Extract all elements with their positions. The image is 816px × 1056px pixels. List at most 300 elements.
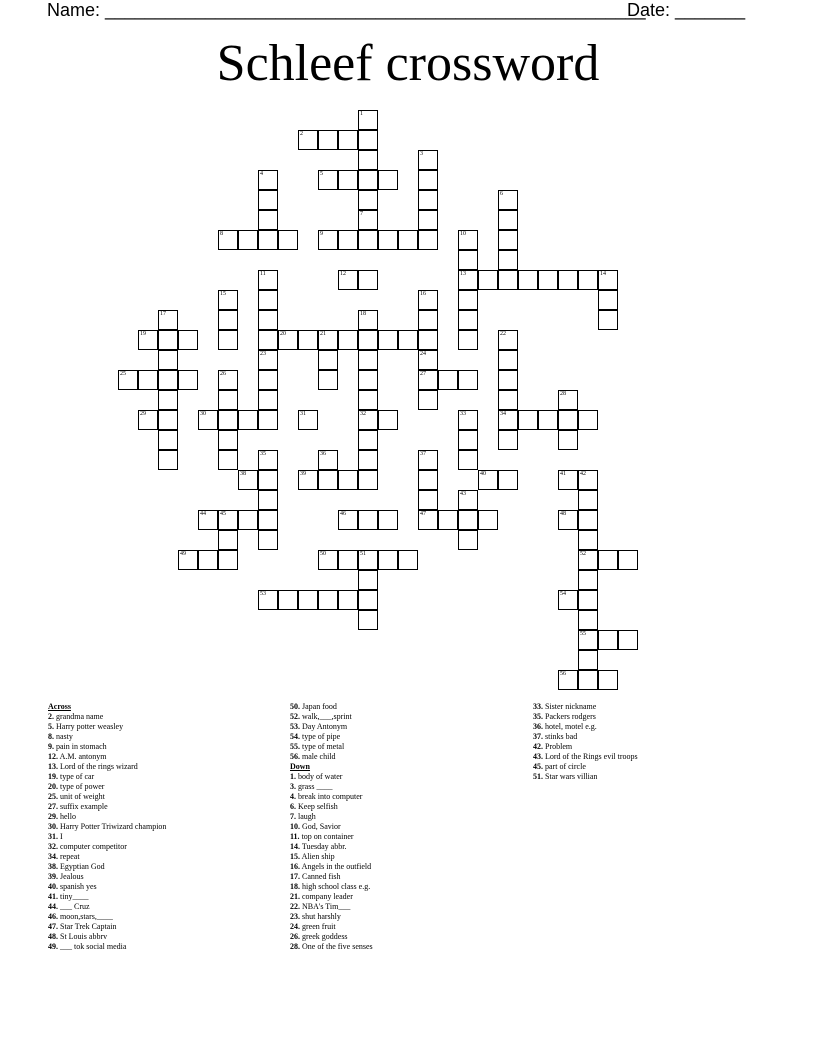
clue-item	[48, 762, 288, 772]
grid-cell[interactable]	[318, 470, 338, 490]
grid-cell[interactable]	[158, 330, 178, 350]
grid-cell[interactable]	[258, 310, 278, 330]
grid-cell[interactable]	[318, 550, 338, 570]
grid-cell[interactable]	[558, 590, 578, 610]
clue-text: Problem	[545, 742, 573, 751]
cell-number: 34	[500, 411, 506, 417]
clue-text: laugh	[298, 812, 316, 821]
clue-item	[533, 732, 773, 742]
grid-cell[interactable]	[318, 350, 338, 370]
clue-item	[290, 722, 530, 732]
clue-number: 17.	[290, 872, 300, 881]
grid-cell[interactable]	[598, 270, 618, 290]
cell-number: 50	[320, 551, 326, 557]
grid-cell[interactable]	[418, 310, 438, 330]
cell-number: 56	[560, 671, 566, 677]
grid-cell[interactable]	[498, 270, 518, 290]
grid-cell[interactable]	[238, 230, 258, 250]
grid-cell[interactable]	[218, 290, 238, 310]
clue-text: moon,stars,____	[60, 912, 113, 921]
grid-cell[interactable]	[358, 370, 378, 390]
grid-cell[interactable]	[358, 270, 378, 290]
grid-cell[interactable]	[418, 510, 438, 530]
grid-cell[interactable]	[318, 130, 338, 150]
grid-cell[interactable]	[418, 170, 438, 190]
clue-text: unit of weight	[60, 792, 105, 801]
clue-text: Harry Potter Triwizard champion	[60, 822, 167, 831]
clue-text: type of metal	[302, 742, 345, 751]
clue-text: ___ tok social media	[60, 942, 127, 951]
clue-text: Keep selfish	[298, 802, 338, 811]
grid-cell[interactable]	[258, 490, 278, 510]
grid-cell[interactable]	[418, 470, 438, 490]
grid-cell[interactable]	[218, 450, 238, 470]
grid-cell[interactable]	[578, 610, 598, 630]
grid-cell[interactable]	[278, 590, 298, 610]
grid-cell[interactable]	[258, 210, 278, 230]
clue-number: 15.	[290, 852, 300, 861]
grid-cell[interactable]	[558, 270, 578, 290]
clue-number: 32.	[48, 842, 58, 851]
clue-text: Egyptian God	[60, 862, 105, 871]
grid-cell[interactable]	[578, 410, 598, 430]
clue-text: stinks bad	[545, 732, 578, 741]
grid-cell[interactable]	[618, 630, 638, 650]
grid-cell[interactable]	[218, 530, 238, 550]
cell-number: 22	[500, 331, 506, 337]
clue-text: hotel, motel e.g.	[545, 722, 597, 731]
grid-cell[interactable]	[558, 470, 578, 490]
clue-number: 45.	[533, 762, 543, 771]
grid-cell[interactable]	[498, 350, 518, 370]
clue-item	[48, 722, 288, 732]
grid-cell[interactable]	[418, 370, 438, 390]
cell-number: 44	[200, 511, 206, 517]
grid-cell[interactable]	[358, 190, 378, 210]
clue-item	[48, 942, 288, 952]
grid-cell[interactable]	[358, 610, 378, 630]
cell-number: 46	[340, 511, 346, 517]
clue-item	[290, 702, 530, 712]
grid-cell[interactable]	[578, 550, 598, 570]
grid-cell[interactable]	[358, 170, 378, 190]
grid-cell[interactable]	[358, 130, 378, 150]
clue-item	[290, 802, 530, 812]
grid-cell[interactable]	[158, 410, 178, 430]
cell-number: 19	[140, 331, 146, 337]
grid-cell[interactable]	[158, 370, 178, 390]
grid-cell[interactable]	[318, 590, 338, 610]
grid-cell[interactable]	[578, 470, 598, 490]
clue-text: walk,___,sprint	[302, 712, 352, 721]
cell-number: 28	[560, 391, 566, 397]
grid-cell[interactable]	[258, 530, 278, 550]
grid-cell[interactable]	[378, 410, 398, 430]
grid-cell[interactable]	[158, 390, 178, 410]
grid-cell[interactable]	[338, 470, 358, 490]
grid-cell[interactable]	[518, 270, 538, 290]
grid-cell[interactable]	[518, 410, 538, 430]
clue-number: 6.	[290, 802, 296, 811]
grid-cell[interactable]	[478, 510, 498, 530]
clue-number: 46.	[48, 912, 58, 921]
cell-number: 49	[180, 551, 186, 557]
clue-text: male child	[302, 752, 336, 761]
grid-cell[interactable]	[458, 530, 478, 550]
clue-number: 8.	[48, 732, 54, 741]
clue-text: grass ____	[298, 782, 333, 791]
grid-cell[interactable]	[358, 590, 378, 610]
clue-item	[290, 822, 530, 832]
clue-item	[290, 712, 530, 722]
grid-cell[interactable]	[138, 370, 158, 390]
grid-cell[interactable]	[338, 230, 358, 250]
clue-text: Angels in the outfield	[301, 862, 372, 871]
grid-cell[interactable]	[218, 510, 238, 530]
grid-cell[interactable]	[338, 590, 358, 610]
grid-cell[interactable]	[358, 310, 378, 330]
grid-cell[interactable]	[258, 350, 278, 370]
clue-item	[48, 852, 288, 862]
clue-item	[290, 772, 530, 782]
clue-text: type of pipe	[302, 732, 341, 741]
grid-cell[interactable]	[258, 410, 278, 430]
clue-text: Lord of the rings wizard	[60, 762, 138, 771]
grid-cell[interactable]	[378, 230, 398, 250]
grid-cell[interactable]	[218, 310, 238, 330]
grid-cell[interactable]	[178, 330, 198, 350]
grid-cell[interactable]	[578, 270, 598, 290]
cell-number: 43	[460, 491, 466, 497]
grid-cell[interactable]	[218, 550, 238, 570]
cell-number: 13	[460, 271, 466, 277]
grid-cell[interactable]	[138, 410, 158, 430]
date-field-label: Date: _______	[627, 0, 746, 20]
clue-item	[48, 732, 288, 742]
grid-cell[interactable]	[358, 110, 378, 130]
cell-number: 18	[360, 311, 366, 317]
grid-cell[interactable]	[458, 450, 478, 470]
cell-number: 29	[140, 411, 146, 417]
clue-text: God, Savior	[302, 822, 341, 831]
grid-cell[interactable]	[338, 550, 358, 570]
cell-number: 37	[420, 451, 426, 457]
grid-cell[interactable]	[298, 330, 318, 350]
clue-item	[290, 882, 530, 892]
grid-cell[interactable]	[218, 370, 238, 390]
grid-cell[interactable]	[358, 430, 378, 450]
grid-cell[interactable]	[378, 510, 398, 530]
clue-text: Canned fish	[302, 872, 341, 881]
grid-cell[interactable]	[298, 470, 318, 490]
grid-cell[interactable]	[458, 270, 478, 290]
clue-number: 12.	[48, 752, 58, 761]
clue-item	[48, 872, 288, 882]
clue-item	[48, 792, 288, 802]
grid-cell[interactable]	[218, 430, 238, 450]
grid-cell[interactable]	[478, 270, 498, 290]
cell-number: 11	[260, 271, 266, 277]
grid-cell[interactable]	[218, 390, 238, 410]
clue-text: computer competitor	[60, 842, 127, 851]
grid-cell[interactable]	[418, 390, 438, 410]
grid-cell[interactable]	[378, 330, 398, 350]
grid-cell[interactable]	[538, 410, 558, 430]
cell-number: 4	[260, 171, 263, 177]
grid-cell[interactable]	[358, 450, 378, 470]
grid-cell[interactable]	[318, 170, 338, 190]
grid-cell[interactable]	[458, 310, 478, 330]
cell-number: 27	[420, 371, 426, 377]
grid-cell[interactable]	[258, 290, 278, 310]
clue-item	[48, 782, 288, 792]
grid-cell[interactable]	[458, 250, 478, 270]
grid-cell[interactable]	[238, 510, 258, 530]
grid-cell[interactable]	[338, 270, 358, 290]
clue-number: 30.	[48, 822, 58, 831]
grid-cell[interactable]	[418, 190, 438, 210]
grid-cell[interactable]	[458, 410, 478, 430]
grid-cell[interactable]	[358, 350, 378, 370]
clue-number: 33.	[533, 702, 543, 711]
grid-cell[interactable]	[418, 290, 438, 310]
grid-cell[interactable]	[498, 190, 518, 210]
grid-cell[interactable]	[458, 290, 478, 310]
cell-number: 1	[360, 111, 363, 117]
grid-cell[interactable]	[598, 310, 618, 330]
grid-cell[interactable]	[138, 330, 158, 350]
clue-item	[48, 712, 288, 722]
grid-cell[interactable]	[378, 170, 398, 190]
grid-cell[interactable]	[418, 150, 438, 170]
grid-cell[interactable]	[358, 330, 378, 350]
grid-cell[interactable]	[158, 450, 178, 470]
grid-cell[interactable]	[558, 670, 578, 690]
grid-cell[interactable]	[318, 330, 338, 350]
clue-text: shut harshly	[302, 912, 341, 921]
grid-cell[interactable]	[258, 190, 278, 210]
grid-cell[interactable]	[318, 450, 338, 470]
grid-cell[interactable]	[498, 430, 518, 450]
clue-item	[48, 752, 288, 762]
grid-cell[interactable]	[258, 230, 278, 250]
grid-cell[interactable]	[358, 390, 378, 410]
grid-cell[interactable]	[238, 470, 258, 490]
grid-cell[interactable]	[498, 330, 518, 350]
clue-item	[48, 882, 288, 892]
grid-cell[interactable]	[338, 130, 358, 150]
grid-cell[interactable]	[458, 370, 478, 390]
grid-cell[interactable]	[418, 330, 438, 350]
grid-cell[interactable]	[358, 570, 378, 590]
clue-number: 4.	[290, 792, 296, 801]
grid-cell[interactable]	[418, 230, 438, 250]
grid-cell[interactable]	[258, 170, 278, 190]
grid-cell[interactable]	[438, 370, 458, 390]
grid-cell[interactable]	[318, 370, 338, 390]
grid-cell[interactable]	[198, 410, 218, 430]
grid-cell[interactable]	[418, 450, 438, 470]
grid-cell[interactable]	[338, 170, 358, 190]
cell-number: 31	[300, 411, 306, 417]
grid-cell[interactable]	[238, 410, 258, 430]
clue-text: top on container	[301, 832, 354, 841]
grid-cell[interactable]	[178, 550, 198, 570]
clue-text: type of car	[60, 772, 95, 781]
grid-cell[interactable]	[278, 330, 298, 350]
cell-number: 2	[300, 131, 303, 137]
grid-cell[interactable]	[578, 590, 598, 610]
grid-cell[interactable]	[358, 150, 378, 170]
grid-cell[interactable]	[298, 130, 318, 150]
grid-cell[interactable]	[358, 210, 378, 230]
cell-number: 55	[580, 631, 586, 637]
clue-item	[48, 892, 288, 902]
clue-number: 2.	[48, 712, 54, 721]
grid-cell[interactable]	[358, 230, 378, 250]
grid-cell[interactable]	[258, 470, 278, 490]
clue-number: 56.	[290, 752, 300, 761]
grid-cell[interactable]	[498, 470, 518, 490]
grid-cell[interactable]	[298, 590, 318, 610]
grid-cell[interactable]	[258, 330, 278, 350]
grid-cell[interactable]	[398, 550, 418, 570]
clue-item	[290, 892, 530, 902]
clue-item	[290, 842, 530, 852]
clue-number: 26.	[290, 932, 300, 941]
clue-item	[48, 802, 288, 812]
grid-cell[interactable]	[578, 510, 598, 530]
grid-cell[interactable]	[458, 230, 478, 250]
grid-cell[interactable]	[458, 490, 478, 510]
grid-cell[interactable]	[158, 430, 178, 450]
grid-cell[interactable]	[378, 550, 398, 570]
clue-text: Alien ship	[301, 852, 335, 861]
grid-cell[interactable]	[338, 330, 358, 350]
clue-item	[290, 832, 530, 842]
name-field-label: Name: ______________________________________________________	[47, 0, 646, 20]
clue-item	[290, 792, 530, 802]
grid-cell[interactable]	[358, 470, 378, 490]
grid-cell[interactable]	[498, 370, 518, 390]
grid-cell[interactable]	[578, 650, 598, 670]
grid-cell[interactable]	[198, 550, 218, 570]
clue-text: Day Antonym	[302, 722, 348, 731]
grid-cell[interactable]	[118, 370, 138, 390]
clue-item	[290, 912, 530, 922]
clue-text: part of circle	[545, 762, 586, 771]
grid-cell[interactable]	[618, 550, 638, 570]
grid-cell[interactable]	[558, 410, 578, 430]
grid-cell[interactable]	[258, 370, 278, 390]
clue-item	[533, 712, 773, 722]
grid-cell[interactable]	[498, 390, 518, 410]
clue-item	[290, 862, 530, 872]
grid-cell[interactable]	[458, 510, 478, 530]
clue-text: Harry potter weasley	[56, 722, 124, 731]
grid-cell[interactable]	[258, 510, 278, 530]
clue-text: ___ Cruz	[60, 902, 90, 911]
clue-text: Star Trek Captain	[60, 922, 117, 931]
clue-item	[48, 772, 288, 782]
grid-cell[interactable]	[578, 630, 598, 650]
grid-cell[interactable]	[358, 550, 378, 570]
grid-cell[interactable]	[598, 290, 618, 310]
clue-item	[48, 912, 288, 922]
grid-cell[interactable]	[458, 430, 478, 450]
grid-cell[interactable]	[398, 330, 418, 350]
grid-cell[interactable]	[358, 510, 378, 530]
grid-cell[interactable]	[178, 370, 198, 390]
cell-number: 10	[460, 231, 466, 237]
clue-number: 20.	[48, 782, 58, 791]
grid-cell[interactable]	[278, 230, 298, 250]
grid-cell[interactable]	[158, 350, 178, 370]
grid-cell[interactable]	[398, 230, 418, 250]
grid-cell[interactable]	[458, 330, 478, 350]
grid-cell[interactable]	[598, 670, 618, 690]
grid-cell[interactable]	[578, 530, 598, 550]
grid-cell[interactable]	[298, 410, 318, 430]
grid-cell[interactable]	[418, 350, 438, 370]
grid-cell[interactable]	[578, 670, 598, 690]
grid-cell[interactable]	[418, 490, 438, 510]
clue-text: pain in stomach	[56, 742, 107, 751]
cell-number: 21	[320, 331, 326, 337]
grid-cell[interactable]	[358, 410, 378, 430]
grid-cell[interactable]	[498, 210, 518, 230]
grid-cell[interactable]	[558, 390, 578, 410]
clue-item	[48, 822, 288, 832]
grid-cell[interactable]	[478, 470, 498, 490]
grid-cell[interactable]	[538, 270, 558, 290]
grid-cell[interactable]	[198, 510, 218, 530]
grid-cell[interactable]	[578, 490, 598, 510]
clue-text: Sister nickname	[545, 702, 597, 711]
grid-cell[interactable]	[258, 590, 278, 610]
grid-cell[interactable]	[498, 410, 518, 430]
grid-cell[interactable]	[258, 450, 278, 470]
clue-number: 19.	[48, 772, 58, 781]
grid-cell[interactable]	[578, 570, 598, 590]
grid-cell[interactable]	[558, 430, 578, 450]
cell-number: 16	[420, 291, 426, 297]
grid-cell[interactable]	[318, 230, 338, 250]
clue-text: tiny____	[60, 892, 89, 901]
clue-text: I	[60, 832, 63, 841]
grid-cell[interactable]	[598, 550, 618, 570]
clue-number: 28.	[290, 942, 300, 951]
clue-item	[48, 842, 288, 852]
grid-cell[interactable]	[418, 210, 438, 230]
clue-text: St Louis abbrv	[60, 932, 108, 941]
grid-cell[interactable]	[558, 510, 578, 530]
grid-cell[interactable]	[218, 230, 238, 250]
grid-cell[interactable]	[438, 510, 458, 530]
grid-cell[interactable]	[258, 270, 278, 290]
grid-cell[interactable]	[158, 310, 178, 330]
clue-item	[48, 812, 288, 822]
grid-cell[interactable]	[498, 230, 518, 250]
grid-cell[interactable]	[598, 630, 618, 650]
clue-number: 54.	[290, 732, 300, 741]
grid-cell[interactable]	[218, 330, 238, 350]
clue-text: Japan food	[302, 702, 337, 711]
grid-cell[interactable]	[258, 390, 278, 410]
grid-cell[interactable]	[498, 250, 518, 270]
grid-cell[interactable]	[218, 410, 238, 430]
grid-cell[interactable]	[338, 510, 358, 530]
